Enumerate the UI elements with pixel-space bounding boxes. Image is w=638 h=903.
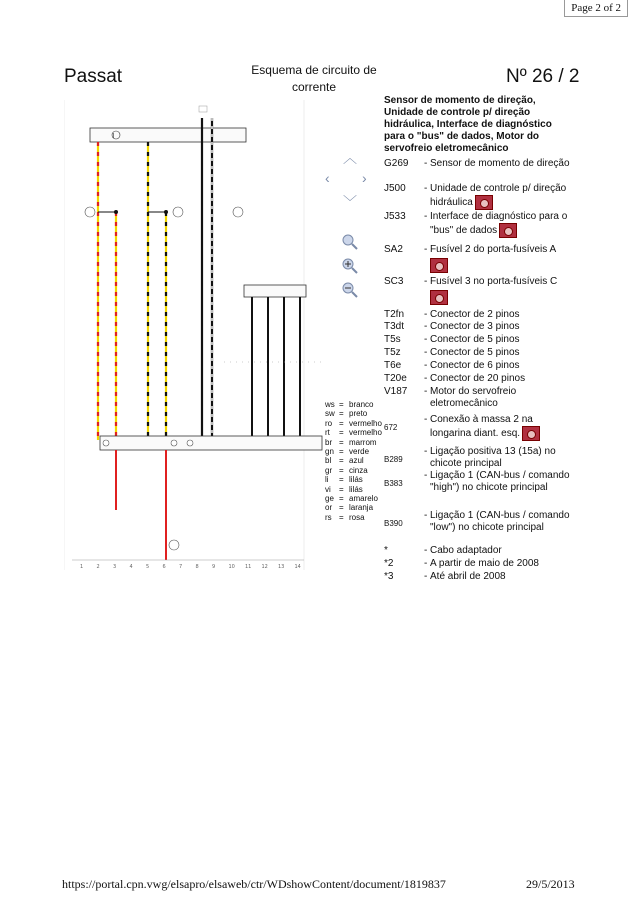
separator: - [424,360,428,371]
wire-color-name: marrom [349,437,377,447]
component-description-text: Conector de 20 pinos [430,373,526,384]
ruler-tick-label: 8 [195,564,199,570]
equals-sign: = [339,503,344,513]
ruler-tick-label: 3 [113,564,117,570]
svg-text:J: J [113,133,115,139]
component-description [430,347,576,359]
equals-sign: = [339,484,344,494]
ruler-tick-label: 12 [261,564,268,570]
footer-date: 29/5/2013 [526,877,575,891]
wire-color-item [325,485,382,494]
component-code: *3 [384,571,394,582]
wire-color-name: lilás [349,484,363,494]
separator: - [424,446,428,457]
wire-color-name: preto [349,409,368,419]
wire-color-name: lilás [349,475,363,485]
camera-icon[interactable] [475,195,493,210]
wire-color-item [325,428,382,437]
component-code: J533 [384,211,406,222]
pan-down-icon[interactable]: ﹀ [343,194,357,210]
separator: - [424,158,428,169]
document-number: Nº 26 / 2 [506,66,580,87]
equals-sign: = [339,475,344,485]
equals-sign: = [339,494,344,504]
component-code: B383 [384,479,403,488]
component-description [430,414,576,441]
component-description-text: Ligação positiva 13 (15a) no chicote principal [430,446,556,469]
separator: - [424,510,428,521]
pan-left-icon[interactable]: ‹ [325,170,330,186]
separator: - [424,558,428,569]
component-description [430,158,576,170]
component-description-text: Cabo adaptador [430,545,502,556]
wire-color-abbr: sw [325,409,335,419]
zoom-fit-icon[interactable] [342,234,358,250]
zoom-out-icon[interactable] [342,282,358,298]
connector-bar [100,436,322,450]
wire-color-abbr: or [325,503,333,513]
wire-color-abbr: br [325,437,333,447]
ruler-tick-label: 10 [228,564,235,570]
camera-icon[interactable] [430,290,448,305]
component-description [430,211,576,238]
component-description [430,545,576,557]
separator: - [424,571,428,582]
wire-color-abbr: vi [325,484,331,494]
document-title [244,62,384,96]
component-code: T5z [384,347,401,358]
component-description [430,373,576,385]
component-description [430,446,576,469]
wire-color-name: cinza [349,465,368,475]
component-code: SC3 [384,276,404,287]
wire-color-item [325,419,382,428]
separator: - [424,386,428,397]
component-code: 672 [384,423,398,432]
wire-color-abbr: ws [325,400,335,409]
component-description [430,321,576,333]
component-description-text: Conector de 5 pinos [430,334,520,345]
separator: - [424,211,428,222]
separator: - [424,545,428,556]
component-description [430,276,576,305]
equals-sign: = [339,409,344,419]
component-description-text: Conexão à massa 2 na longarina diant. esq. [430,414,533,439]
wire-color-name: vermelho [349,428,382,438]
separator: - [424,244,428,255]
equals-sign: = [339,428,344,438]
ruler-tick-label: 11 [245,564,252,570]
wire-color-name: branco [349,400,374,409]
camera-icon[interactable] [522,426,540,441]
wire-color-abbr: gn [325,447,334,457]
ruler-tick-label: 14 [294,564,301,570]
wire-color-item [325,438,382,447]
wire-color-item [325,503,382,512]
equals-sign: = [339,437,344,447]
equals-sign: = [339,418,344,428]
wire-color-name: rosa [349,512,365,522]
separator: - [424,276,428,287]
wire-color-name: amarelo [349,494,378,504]
wire-color-abbr: li [325,475,329,485]
page-label: Page 2 of 2 [564,0,628,17]
component-description [430,334,576,346]
component-code: V187 [384,386,408,397]
component-description-text: Conector de 3 pinos [430,321,520,332]
component-description-text: Interface de diagnóstico para o "bus" de dados [430,211,568,236]
wire-color-item [325,475,382,484]
equals-sign: = [339,465,344,475]
component-description-text: Conector de 5 pinos [430,347,520,358]
component-code: SA2 [384,244,403,255]
zoom-in-icon[interactable] [342,258,358,274]
wire-color-abbr: rs [325,512,332,522]
pan-right-icon[interactable]: › [362,170,367,186]
component-code: T3dt [384,321,405,332]
component-description [430,183,576,210]
separator: - [424,309,428,320]
component-code: T2fn [384,309,405,320]
component-description-text: Fusível 2 do porta-fusíveis A [430,244,557,255]
component-description-text: Motor do servofreio eletromecânico [430,386,517,409]
ruler-tick-label: 4 [129,564,133,570]
separator: - [424,347,428,358]
component-code: T5s [384,334,401,345]
component-description-text: Conector de 6 pinos [430,360,520,371]
camera-icon[interactable] [499,223,517,238]
component-description-text: Ligação 1 (CAN-bus / comando "low") no chicote principal [430,510,570,533]
camera-icon[interactable] [430,258,448,273]
component-description [430,360,576,372]
component-code: T6e [384,360,402,371]
component-description [430,386,576,409]
wire-color-abbr: rt [325,428,330,438]
equals-sign: = [339,512,344,522]
component-description-text: Conector de 2 pinos [430,309,520,320]
separator: - [424,183,428,194]
wire-color-item [325,409,382,418]
component-code: *2 [384,558,394,569]
document-title-line1: Esquema de circuito de [251,63,377,77]
ruler-tick-label: 9 [212,564,216,570]
component-description-text: Ligação 1 (CAN-bus / comando "high") no chicote principal [430,470,570,493]
ruler-tick-label: 2 [96,564,100,570]
wire-color-item [325,513,382,522]
component-description [430,244,576,273]
component-code: T20e [384,373,407,384]
separator: - [424,414,428,425]
component-description [430,470,576,493]
component-description-text: A partir de maio de 2008 [430,558,539,569]
wire-color-name: verde [349,447,370,457]
wires-yellow-red [98,142,166,440]
wire-color-legend [325,400,382,522]
component-description-text: Unidade de controle p/ direção hidráulica [430,183,567,208]
ruler-tick-label: 13 [278,564,285,570]
wire-color-abbr: ro [325,418,333,428]
separator: - [424,334,428,345]
component-description-text: Fusível 3 no porta-fusíveis C [430,276,558,287]
pan-up-icon[interactable]: ︿ [343,150,357,166]
separator: - [424,373,428,384]
wire-color-item [325,466,382,475]
legend-title: Sensor de momento de direção, Unidade de controle p/ direção hidráulica, Interface de diagnóstico para o "bus" de dados, Motor do servofreio eletromecânico [384,95,552,154]
component-code: * [384,545,388,556]
component-code: B390 [384,519,403,528]
wire-color-abbr: bl [325,456,332,466]
equals-sign: = [339,447,344,457]
ruler-tick-label: 7 [179,564,183,570]
component-description-text: Sensor de momento de direção [430,158,570,169]
separator: - [424,321,428,332]
footer-url: https://portal.cpn.vwg/elsapro/elsaweb/ctr/WDshowContent/document/1819837 [62,877,446,891]
ruler-tick-label: 5 [146,564,150,570]
component-code: G269 [384,158,409,169]
wire-color-item [325,400,382,409]
equals-sign: = [339,456,344,466]
wire-color-name: laranja [349,503,374,513]
brand-title: Passat [64,66,123,87]
component-description [430,558,576,570]
wire-color-item [325,456,382,465]
wire-color-name: azul [349,456,364,466]
component-code: J500 [384,183,406,194]
right-component-box [244,285,306,297]
wire-color-item [325,494,382,503]
component-description [430,571,576,583]
component-description [430,510,576,533]
wiring-diagram [64,100,324,570]
document-title-line2: corrente [291,80,337,94]
wire-color-abbr: ge [325,494,334,504]
component-description [430,309,576,321]
ruler-tick-label: 6 [162,564,166,570]
wire-color-item [325,447,382,456]
ruler-tick-label: 1 [80,564,84,570]
component-description-text: Até abril de 2008 [430,571,506,582]
equals-sign: = [339,400,344,409]
component-code: B289 [384,455,403,464]
wire-color-name: vermelho [349,418,382,428]
wire-color-abbr: gr [325,465,333,475]
separator: - [424,470,428,481]
